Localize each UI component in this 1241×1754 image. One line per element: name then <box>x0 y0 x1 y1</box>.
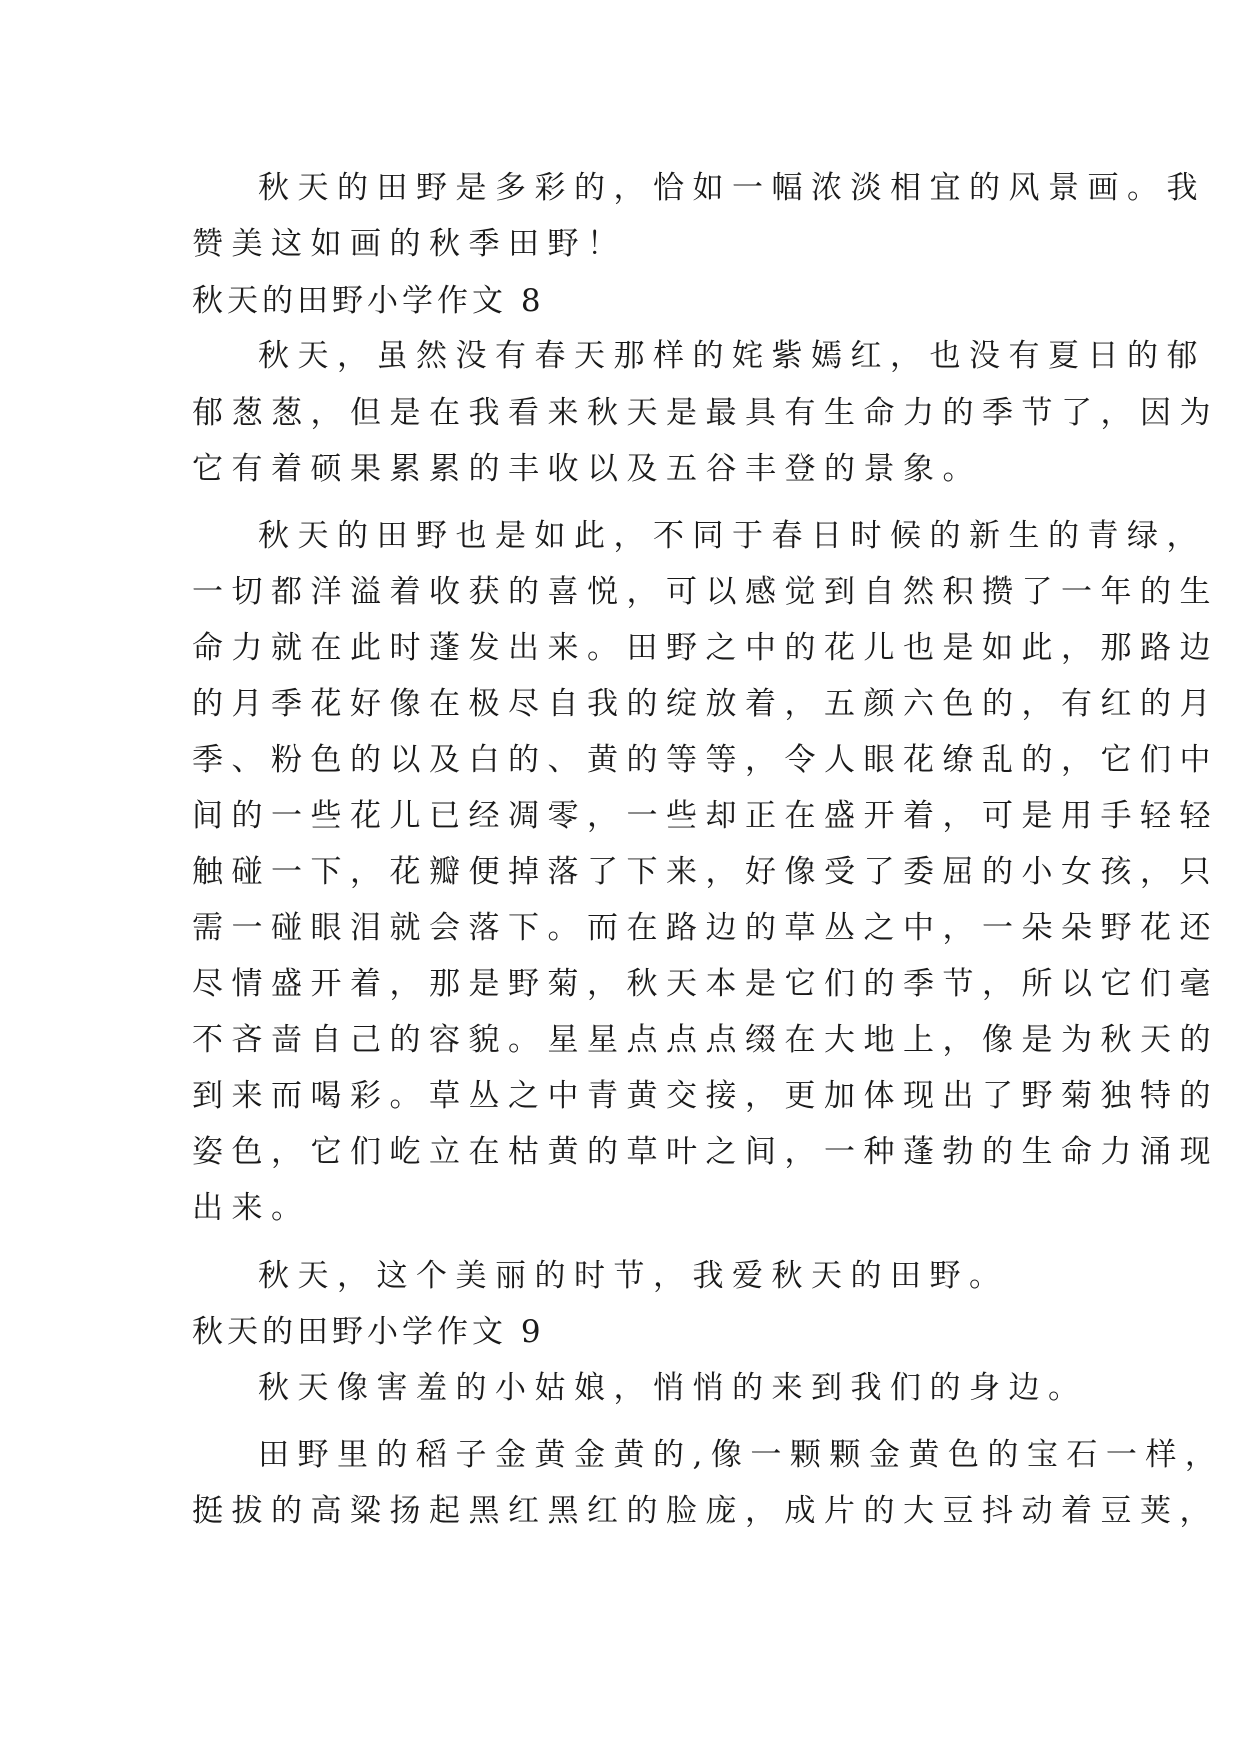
paragraph-line: 间的一些花儿已经凋零，一些却正在盛开着，可是用手轻轻 <box>192 798 1219 834</box>
paragraph-line: 不吝啬自己的容貌。星星点点点缀在大地上，像是为秋天的 <box>192 1022 1219 1058</box>
paragraph-line: 触碰一下，花瓣便掉落了下来，好像受了委屈的小女孩，只 <box>192 854 1219 890</box>
paragraph-line: 尽情盛开着，那是野菊，秋天本是它们的季节，所以它们毫 <box>192 966 1219 1002</box>
paragraph-line: 秋天像害羞的小姑娘，悄悄的来到我们的身边。 <box>258 1370 1088 1406</box>
paragraph-line: 秋天的田野是多彩的，恰如一幅浓淡相宜的风景画。我 <box>258 170 1206 206</box>
paragraph-line: 需一碰眼泪就会落下。而在路边的草丛之中，一朵朵野花还 <box>192 910 1219 946</box>
paragraph-line: 它有着硕果累累的丰收以及五谷丰登的景象。 <box>192 451 982 487</box>
paragraph-line: 秋天，这个美丽的时节，我爱秋天的田野。 <box>258 1258 1009 1294</box>
paragraph-line: 赞美这如画的秋季田野！ <box>192 226 627 262</box>
paragraph-line: 姿色，它们屹立在枯黄的草叶之间，一种蓬勃的生命力涌现 <box>192 1134 1219 1170</box>
paragraph-line: 田野里的稻子金黄金黄的,像一颗颗金黄色的宝石一样， <box>258 1437 1225 1473</box>
paragraph-line: 秋天，虽然没有春天那样的姹紫嫣红，也没有夏日的郁 <box>258 338 1206 374</box>
section-heading: 秋天的田野小学作文 9 <box>192 1314 545 1350</box>
paragraph-line: 到来而喝彩。草丛之中青黄交接，更加体现出了野菊独特的 <box>192 1078 1219 1114</box>
paragraph-line: 挺拔的高粱扬起黑红黑红的脸庞，成片的大豆抖动着豆荚， <box>192 1493 1219 1529</box>
paragraph-line: 秋天的田野也是如此，不同于春日时候的新生的青绿， <box>258 518 1206 554</box>
section-heading: 秋天的田野小学作文 8 <box>192 283 545 319</box>
paragraph-line: 一切都洋溢着收获的喜悦，可以感觉到自然积攒了一年的生 <box>192 574 1219 610</box>
paragraph-line: 季、粉色的以及白的、黄的等等，令人眼花缭乱的，它们中 <box>192 742 1219 778</box>
paragraph-line: 命力就在此时蓬发出来。田野之中的花儿也是如此，那路边 <box>192 630 1219 666</box>
paragraph-line: 郁葱葱，但是在我看来秋天是最具有生命力的季节了，因为 <box>192 395 1219 431</box>
paragraph-line: 出来。 <box>192 1190 311 1226</box>
paragraph-line: 的月季花好像在极尽自我的绽放着，五颜六色的，有红的月 <box>192 686 1219 722</box>
